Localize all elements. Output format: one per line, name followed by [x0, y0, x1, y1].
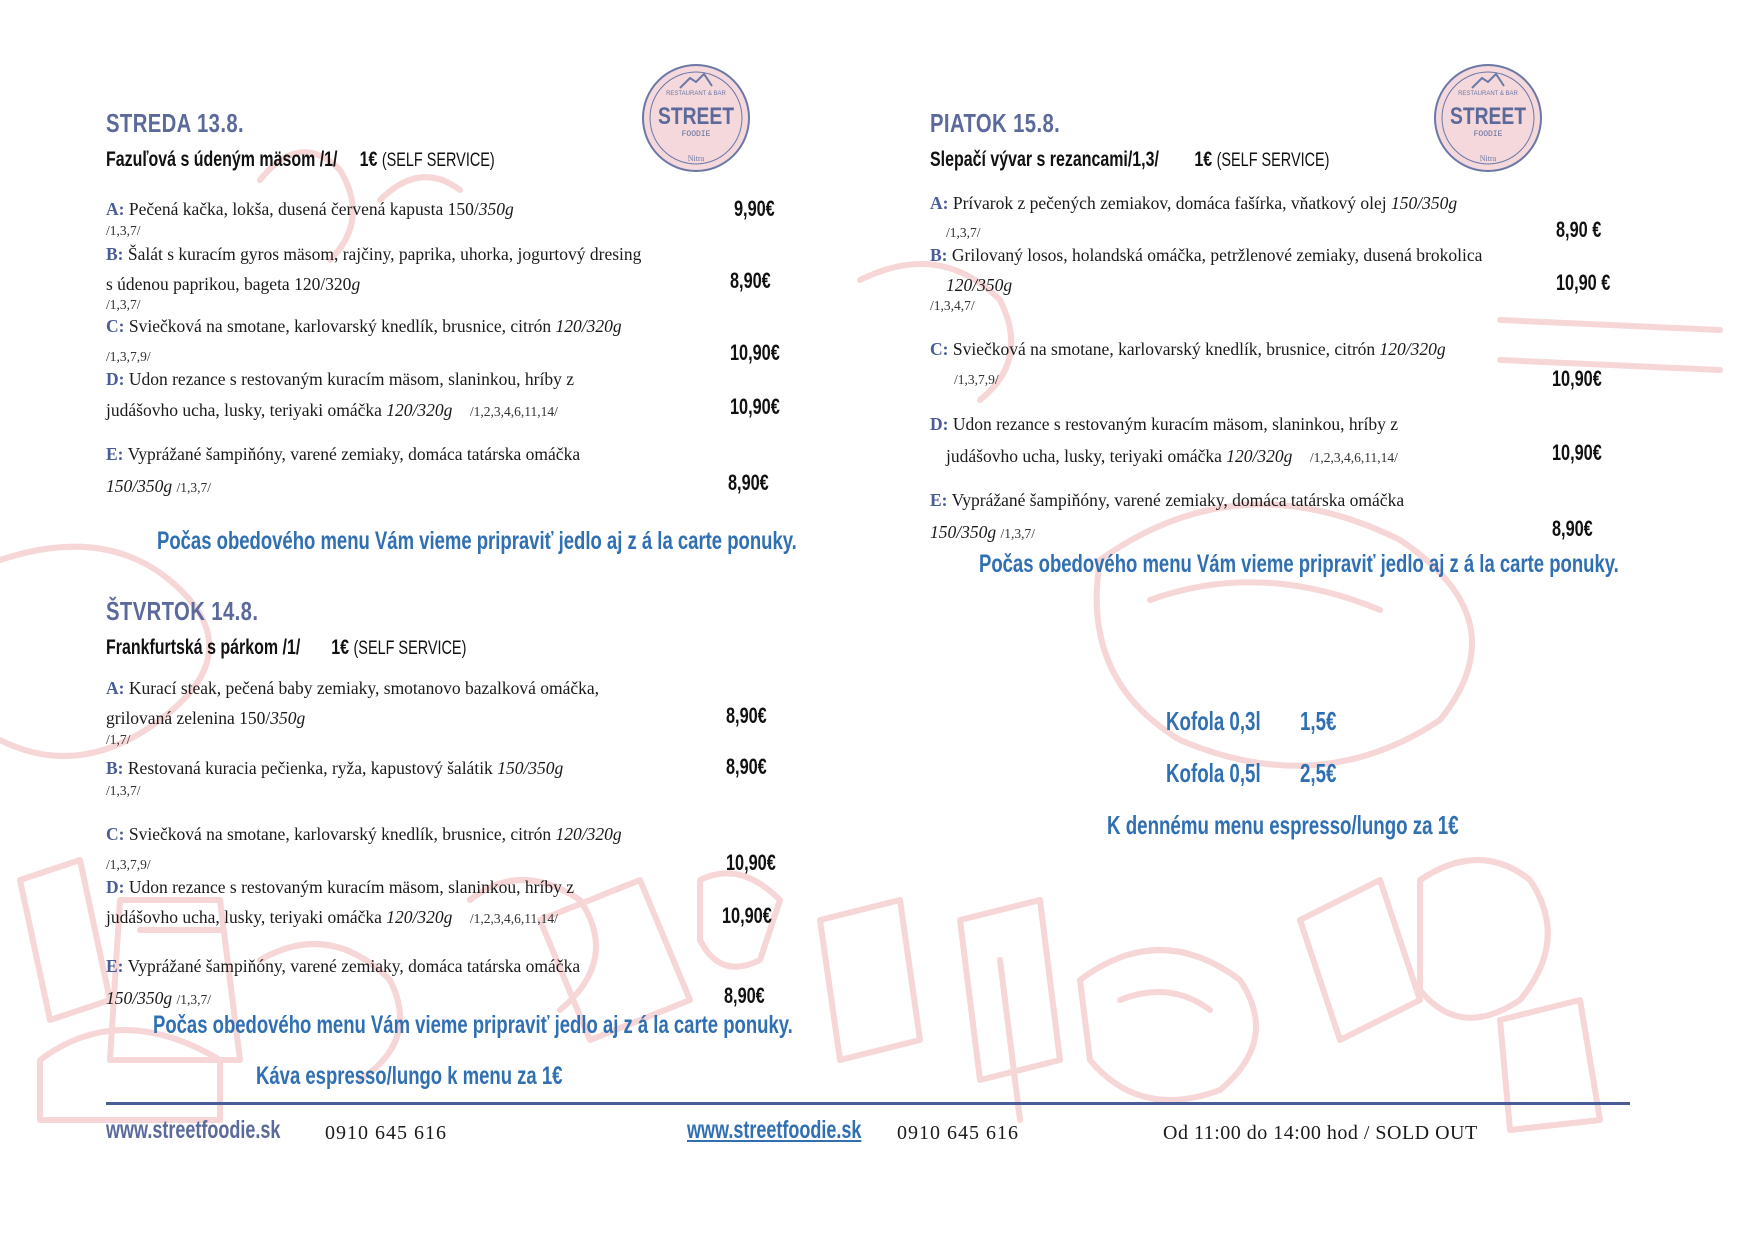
menu-item-fri-b: B: Grilovaný losos, holandská omáčka, petržlenové zemiaky, dusená brokolica — [930, 245, 1483, 265]
menu-item-line2: 150/350g /1,3,7/ — [106, 988, 212, 1008]
allergens: /1,3,7,9/ — [106, 349, 151, 364]
menu-item-thu-a: A: Kurací steak, pečená baby zemiaky, smotanovo bazalková omáčka, — [106, 678, 600, 698]
phone-right: 0910 645 616 — [897, 1122, 1019, 1144]
menu-item-line2: s údenou paprikou, bageta 120/320g — [106, 274, 361, 294]
espresso-offer: K dennému menu espresso/lungo za 1€ — [1107, 810, 1459, 840]
kofola-small-price: 1,5€ — [1300, 706, 1337, 736]
soup-wednesday — [106, 148, 495, 172]
soup-friday — [930, 148, 1329, 172]
price: 8,90€ — [1552, 516, 1593, 541]
website-link-left[interactable]: www.streetfoodie.sk — [106, 1116, 281, 1144]
price: 10,90€ — [726, 850, 776, 875]
day-heading-wednesday: STREDA 13.8. — [106, 108, 245, 138]
menu-item-line2: 150/350g /1,3,7/ — [106, 476, 212, 496]
menu-item-fri-a: A: Prívarok z pečených zemiakov, domáca fašírka, vňatkový olej 150/350g — [930, 193, 1458, 213]
menu-item-thu-e: E: Vyprážané šampiňóny, varené zemiaky, domáca tatárska omáčka — [106, 956, 581, 976]
svg-text:Nitra: Nitra — [687, 154, 705, 163]
street-foodie-logo-right — [1432, 62, 1544, 174]
svg-text:STREET: STREET — [1450, 103, 1527, 130]
kofola-small: Kofola 0,3l — [1166, 706, 1261, 736]
menu-item-line2: judášovho ucha, lusky, teriyaki omáčka 120/320g /1,2,3,4,6,11,14/ — [946, 446, 1398, 466]
a-la-carte-note: Počas obedového menu Vám vieme pripraviť jedlo aj z á la carte ponuky. — [979, 550, 1619, 578]
soup-name: Fazuľová s údeným mäsom /1/ — [106, 148, 338, 171]
allergens: /1,3,4,7/ — [930, 298, 975, 313]
price: 8,90€ — [726, 703, 767, 728]
svg-text:Nitra: Nitra — [1479, 154, 1497, 163]
allergens: /1,3,7,9/ — [106, 857, 151, 872]
menu-item-wed-a: A: Pečená kačka, lokša, dusená červená kapusta 150/350g — [106, 199, 514, 219]
allergens: /1,3,7/ — [946, 225, 981, 240]
allergens: /1,3,7/ — [106, 223, 141, 238]
menu-item-line2: judášovho ucha, lusky, teriyaki omáčka 120/320g /1,2,3,4,6,11,14/ — [106, 907, 558, 927]
soup-price: 1€ — [359, 148, 378, 171]
price: 8,90€ — [724, 983, 765, 1008]
menu-item-thu-d: D: Udon rezance s restovaným kuracím mäsom, slaninkou, hríby z — [106, 877, 574, 897]
website-link-right[interactable]: www.streetfoodie.sk — [687, 1116, 862, 1144]
a-la-carte-note: Počas obedového menu Vám vieme pripraviť jedlo aj z á la carte ponuky. — [153, 1011, 793, 1039]
svg-text:RESTAURANT & BAR: RESTAURANT & BAR — [1458, 91, 1518, 97]
menu-item-line2: grilovaná zelenina 150/350g — [106, 708, 306, 728]
price: 10,90€ — [1552, 440, 1602, 465]
allergens: /1,7/ — [106, 732, 131, 747]
price: 10,90€ — [730, 340, 780, 365]
svg-text:RESTAURANT & BAR: RESTAURANT & BAR — [666, 91, 726, 97]
menu-item-fri-c: C: Sviečková na smotane, karlovarský knedlík, brusnice, citrón 120/320g — [930, 339, 1446, 359]
price: 8,90 € — [1556, 217, 1602, 242]
menu-item-line2: 120/350g — [946, 275, 1013, 295]
day-heading-friday: PIATOK 15.8. — [930, 108, 1061, 138]
soup-name: Frankfurtská s párkom /1/ — [106, 636, 301, 659]
self-service-label: (SELF SERVICE) — [353, 638, 467, 659]
price: 8,90€ — [730, 268, 771, 293]
soup-name: Slepačí vývar s rezancami/1,3/ — [930, 148, 1159, 171]
svg-text:STREET: STREET — [658, 103, 735, 130]
street-foodie-logo — [640, 62, 752, 174]
self-service-label: (SELF SERVICE) — [381, 150, 495, 171]
menu-item-line2: 150/350g /1,3,7/ — [930, 522, 1036, 542]
soup-thursday — [106, 636, 466, 660]
svg-text:FOODIE: FOODIE — [1473, 130, 1503, 139]
price: 9,90€ — [734, 196, 775, 221]
allergens: /1,3,7,9/ — [954, 372, 999, 387]
menu-item-fri-d: D: Udon rezance s restovaným kuracím mäsom, slaninkou, hríby z — [930, 414, 1398, 434]
self-service-label: (SELF SERVICE) — [1216, 150, 1330, 171]
menu-item-fri-e: E: Vyprážané šampiňóny, varené zemiaky, domáca tatárska omáčka — [930, 490, 1405, 510]
menu-item-thu-c: C: Sviečková na smotane, karlovarský knedlík, brusnice, citrón 120/320g — [106, 824, 622, 844]
soup-price: 1€ — [331, 636, 350, 659]
price: 10,90€ — [722, 903, 772, 928]
menu-item-wed-b: B: Šalát s kuracím gyros mäsom, rajčiny, paprika, uhorka, jogurtový dresing — [106, 244, 642, 264]
kofola-large-price: 2,5€ — [1300, 758, 1337, 788]
phone-left: 0910 645 616 — [325, 1122, 447, 1144]
menu-item-line2: judášovho ucha, lusky, teriyaki omáčka 120/320g /1,2,3,4,6,11,14/ — [106, 400, 558, 420]
price: 10,90 € — [1556, 270, 1611, 295]
menu-item-wed-c: C: Sviečková na smotane, karlovarský knedlík, brusnice, citrón 120/320g — [106, 316, 622, 336]
opening-hours: Od 11:00 do 14:00 hod / SOLD OUT — [1163, 1122, 1478, 1144]
kofola-large: Kofola 0,5l — [1166, 758, 1261, 788]
soup-price: 1€ — [1194, 148, 1213, 171]
price: 10,90€ — [730, 394, 780, 419]
price: 10,90€ — [1552, 366, 1602, 391]
a-la-carte-note: Počas obedového menu Vám vieme pripraviť jedlo aj z á la carte ponuky. — [157, 527, 797, 555]
menu-item-wed-e: E: Vyprážané šampiňóny, varené zemiaky, domáca tatárska omáčka — [106, 444, 581, 464]
price: 8,90€ — [726, 754, 767, 779]
allergens: /1,3,7/ — [106, 783, 141, 798]
svg-text:FOODIE: FOODIE — [681, 130, 711, 139]
menu-item-thu-b: B: Restovaná kuracia pečienka, ryža, kapustový šalátik 150/350g — [106, 758, 564, 778]
day-heading-thursday: ŠTVRTOK 14.8. — [106, 596, 259, 626]
allergens: /1,3,7/ — [106, 297, 141, 312]
menu-item-wed-d: D: Udon rezance s restovaným kuracím mäsom, slaninkou, hríby z — [106, 369, 574, 389]
coffee-note: Káva espresso/lungo k menu za 1€ — [256, 1062, 563, 1090]
price: 8,90€ — [728, 470, 769, 495]
footer-divider — [106, 1102, 1630, 1105]
